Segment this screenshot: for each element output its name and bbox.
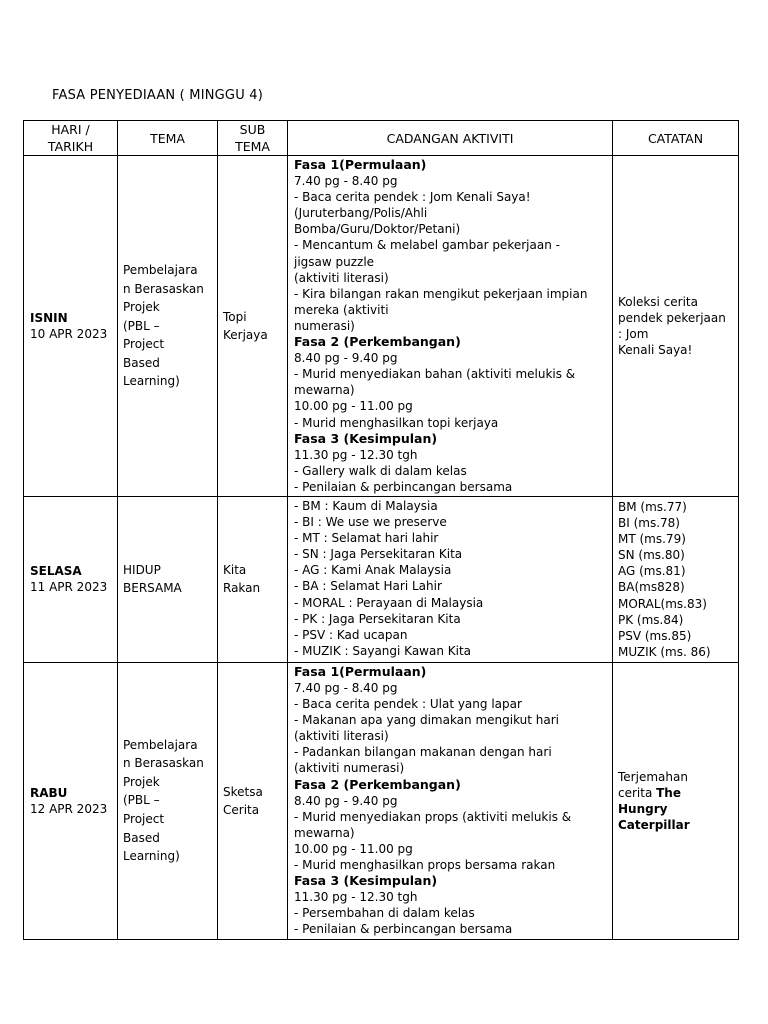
tema-line: Learning)	[123, 374, 180, 389]
catatan-text: BI (ms.78)	[618, 516, 680, 531]
subtema-cell	[218, 662, 288, 939]
activity-line: 8.40 pg - 9.40 pg	[294, 793, 398, 808]
catatan-text: Terjemahan	[618, 769, 688, 784]
catatan-line	[618, 579, 733, 595]
header-subtema: TEMA	[235, 139, 270, 154]
activities-cell	[288, 496, 613, 662]
catatan-line	[618, 785, 733, 801]
activity-line: - Persembahan di dalam kelas	[294, 906, 475, 921]
tema-line: Learning)	[123, 849, 180, 864]
catatan-line	[618, 547, 733, 563]
catatan-text: SN (ms.80)	[618, 548, 685, 563]
subtema-line: Kita	[223, 563, 247, 578]
activity-line: - Makanan apa yang dimakan mengikut hari	[294, 713, 560, 728]
activity-line: mereka (aktiviti	[294, 302, 389, 317]
subtema-line: Rakan	[223, 581, 261, 596]
catatan-text: AG (ms.81)	[618, 564, 686, 579]
activities-cell	[288, 662, 613, 939]
activity-line: (aktiviti literasi)	[294, 270, 389, 285]
catatan-text: MT (ms.79)	[618, 532, 686, 547]
activity-line: 7.40 pg - 8.40 pg	[294, 174, 398, 189]
tema-line: Pembelajara	[123, 262, 198, 277]
tema-line: n Berasaskan	[123, 281, 204, 296]
activity-line: Bomba/Guru/Doktor/Petani)	[294, 222, 461, 237]
catatan-line	[618, 644, 733, 660]
catatan-line	[618, 310, 733, 326]
activity-line: - Gallery walk di dalam kelas	[294, 463, 467, 478]
activity-line: - Murid menyediakan bahan (aktiviti melukis &	[294, 367, 576, 382]
activity-line: - Kira bilangan rakan mengikut pekerjaan impian	[294, 286, 588, 301]
subtema-line: Topi	[223, 309, 247, 324]
subtema-line: Cerita	[223, 802, 260, 817]
subtema-cell	[218, 156, 288, 497]
tema-line: n Berasaskan	[123, 756, 204, 771]
activity-line: (Juruterbang/Polis/Ahli	[294, 206, 428, 221]
tema-line: Based	[123, 830, 160, 845]
catatan-line	[618, 801, 733, 817]
catatan-bold-text: Caterpillar	[618, 817, 690, 832]
tema-cell	[118, 156, 218, 497]
day-date: 11 APR 2023	[30, 580, 108, 595]
activity-line: - BM : Kaum di Malaysia	[294, 498, 438, 513]
header-sub-tema	[218, 121, 288, 156]
activity-line: - PK : Jaga Persekitaran Kita	[294, 611, 461, 626]
catatan-text: : Jom	[618, 326, 649, 341]
table-header-row	[24, 121, 739, 156]
catatan-text: cerita	[618, 785, 657, 800]
catatan-line	[618, 612, 733, 628]
phase-heading: Fasa 2 (Perkembangan)	[294, 776, 461, 792]
activity-line: mewarna)	[294, 825, 355, 840]
activity-line: - Baca cerita pendek : Jom Kenali Saya!	[294, 190, 531, 205]
catatan-line	[618, 499, 733, 515]
tema-cell	[118, 662, 218, 939]
activity-line: - Padankan bilangan makanan dengan hari	[294, 745, 552, 760]
catatan-bold-text: The	[656, 785, 681, 800]
header-catatan: CATATAN	[613, 121, 739, 156]
catatan-text: BM (ms.77)	[618, 499, 687, 514]
day-cell	[24, 156, 118, 497]
activity-line: - MUZIK : Sayangi Kawan Kita	[294, 643, 472, 658]
activity-line: - Murid menghasilkan topi kerjaya	[294, 415, 499, 430]
subtema-line: Kerjaya	[223, 327, 268, 342]
activity-line: - Penilaian & perbincangan bersama	[294, 922, 513, 937]
activity-line: - Murid menyediakan props (aktiviti melukis &	[294, 809, 572, 824]
activity-line: - Baca cerita pendek : Ulat yang lapar	[294, 697, 522, 712]
activity-line: 10.00 pg - 11.00 pg	[294, 841, 413, 856]
catatan-text: Kenali Saya!	[618, 343, 693, 358]
activity-line: - Penilaian & perbincangan bersama	[294, 479, 513, 494]
subtema-line: Sketsa	[223, 784, 263, 799]
catatan-line	[618, 326, 733, 342]
table-body	[24, 156, 739, 940]
tema-line: Pembelajara	[123, 737, 198, 752]
tema-line: Projek	[123, 300, 160, 315]
catatan-text: Koleksi cerita	[618, 294, 698, 309]
catatan-cell	[613, 496, 739, 662]
catatan-line	[618, 628, 733, 644]
catatan-bold-text: Hungry	[618, 801, 668, 816]
activity-line: 11.30 pg - 12.30 tgh	[294, 890, 418, 905]
catatan-line	[618, 294, 733, 310]
day-cell	[24, 662, 118, 939]
catatan-cell	[613, 662, 739, 939]
activity-line: - PSV : Kad ucapan	[294, 627, 408, 642]
day-name: RABU	[30, 785, 68, 800]
activity-line: (aktiviti literasi)	[294, 729, 389, 744]
catatan-text: PK (ms.84)	[618, 612, 684, 627]
catatan-text: BA(ms828)	[618, 580, 685, 595]
catatan-text: MORAL(ms.83)	[618, 596, 707, 611]
catatan-cell	[613, 156, 739, 497]
day-cell	[24, 496, 118, 662]
tema-line: BERSAMA	[123, 581, 182, 596]
tema-line: Project	[123, 812, 165, 826]
activity-line: - MORAL : Perayaan di Malaysia	[294, 595, 484, 610]
catatan-text: MUZIK (ms. 86)	[618, 644, 711, 659]
activity-line: numerasi)	[294, 318, 355, 333]
catatan-line	[618, 531, 733, 547]
activity-line: mewarna)	[294, 383, 355, 398]
table-row	[24, 662, 739, 939]
header-cadangan-aktiviti: CADANGAN AKTIVITI	[288, 121, 613, 156]
activity-line: - BA : Selamat Hari Lahir	[294, 579, 442, 594]
subtema-cell	[218, 496, 288, 662]
header-tema: TEMA	[118, 121, 218, 156]
catatan-line	[618, 817, 733, 833]
activity-line: 11.30 pg - 12.30 tgh	[294, 447, 418, 462]
activity-line: - Mencantum & melabel gambar pekerjaan -	[294, 238, 560, 253]
catatan-text: pendek pekerjaan	[618, 310, 726, 325]
tema-line: Based	[123, 355, 160, 370]
phase-heading: Fasa 3 (Kesimpulan)	[294, 873, 438, 889]
activity-line: 10.00 pg - 11.00 pg	[294, 399, 413, 414]
activity-line: 8.40 pg - 9.40 pg	[294, 351, 398, 366]
catatan-line	[618, 563, 733, 579]
tema-line: (PBL –	[123, 793, 160, 808]
activity-line: - AG : Kami Anak Malaysia	[294, 563, 452, 578]
activity-line: (aktiviti numerasi)	[294, 761, 405, 776]
tema-cell	[118, 496, 218, 662]
activity-line: 7.40 pg - 8.40 pg	[294, 681, 398, 695]
activity-line: - Murid menghasilkan props bersama rakan	[294, 858, 556, 873]
tema-line: Projek	[123, 774, 160, 789]
day-name: ISNIN	[30, 310, 68, 325]
activity-line: jigsaw puzzle	[294, 254, 375, 269]
tema-line: HIDUP	[123, 562, 161, 577]
weekly-plan-table	[23, 120, 739, 940]
day-name: SELASA	[30, 564, 82, 579]
day-date: 10 APR 2023	[30, 326, 108, 341]
tema-line: (PBL –	[123, 318, 160, 333]
activity-line: - MT : Selamat hari lahir	[294, 531, 439, 546]
table-row	[24, 496, 739, 662]
activity-line: - BI : We use we preserve	[294, 515, 447, 530]
phase-heading: Fasa 3 (Kesimpulan)	[294, 430, 438, 446]
phase-heading: Fasa 1(Permulaan)	[294, 663, 427, 679]
tema-line: Project	[123, 337, 165, 352]
header-hari-tarikh	[24, 121, 118, 156]
activity-line: - SN : Jaga Persekitaran Kita	[294, 547, 463, 562]
document-title: FASA PENYEDIAAN ( MINGGU 4)	[52, 88, 263, 103]
header-hari: HARI /	[51, 122, 90, 137]
catatan-line	[618, 769, 733, 785]
phase-heading: Fasa 1(Permulaan)	[294, 157, 427, 172]
catatan-line	[618, 596, 733, 612]
catatan-line	[618, 515, 733, 531]
table-row	[24, 156, 739, 497]
catatan-line	[618, 342, 733, 358]
phase-heading: Fasa 2 (Perkembangan)	[294, 334, 461, 350]
header-tarikh: TARIKH	[47, 139, 94, 154]
day-date: 12 APR 2023	[30, 801, 108, 816]
catatan-text: PSV (ms.85)	[618, 628, 692, 643]
activities-cell	[288, 156, 613, 497]
header-sub: SUB	[239, 122, 266, 137]
